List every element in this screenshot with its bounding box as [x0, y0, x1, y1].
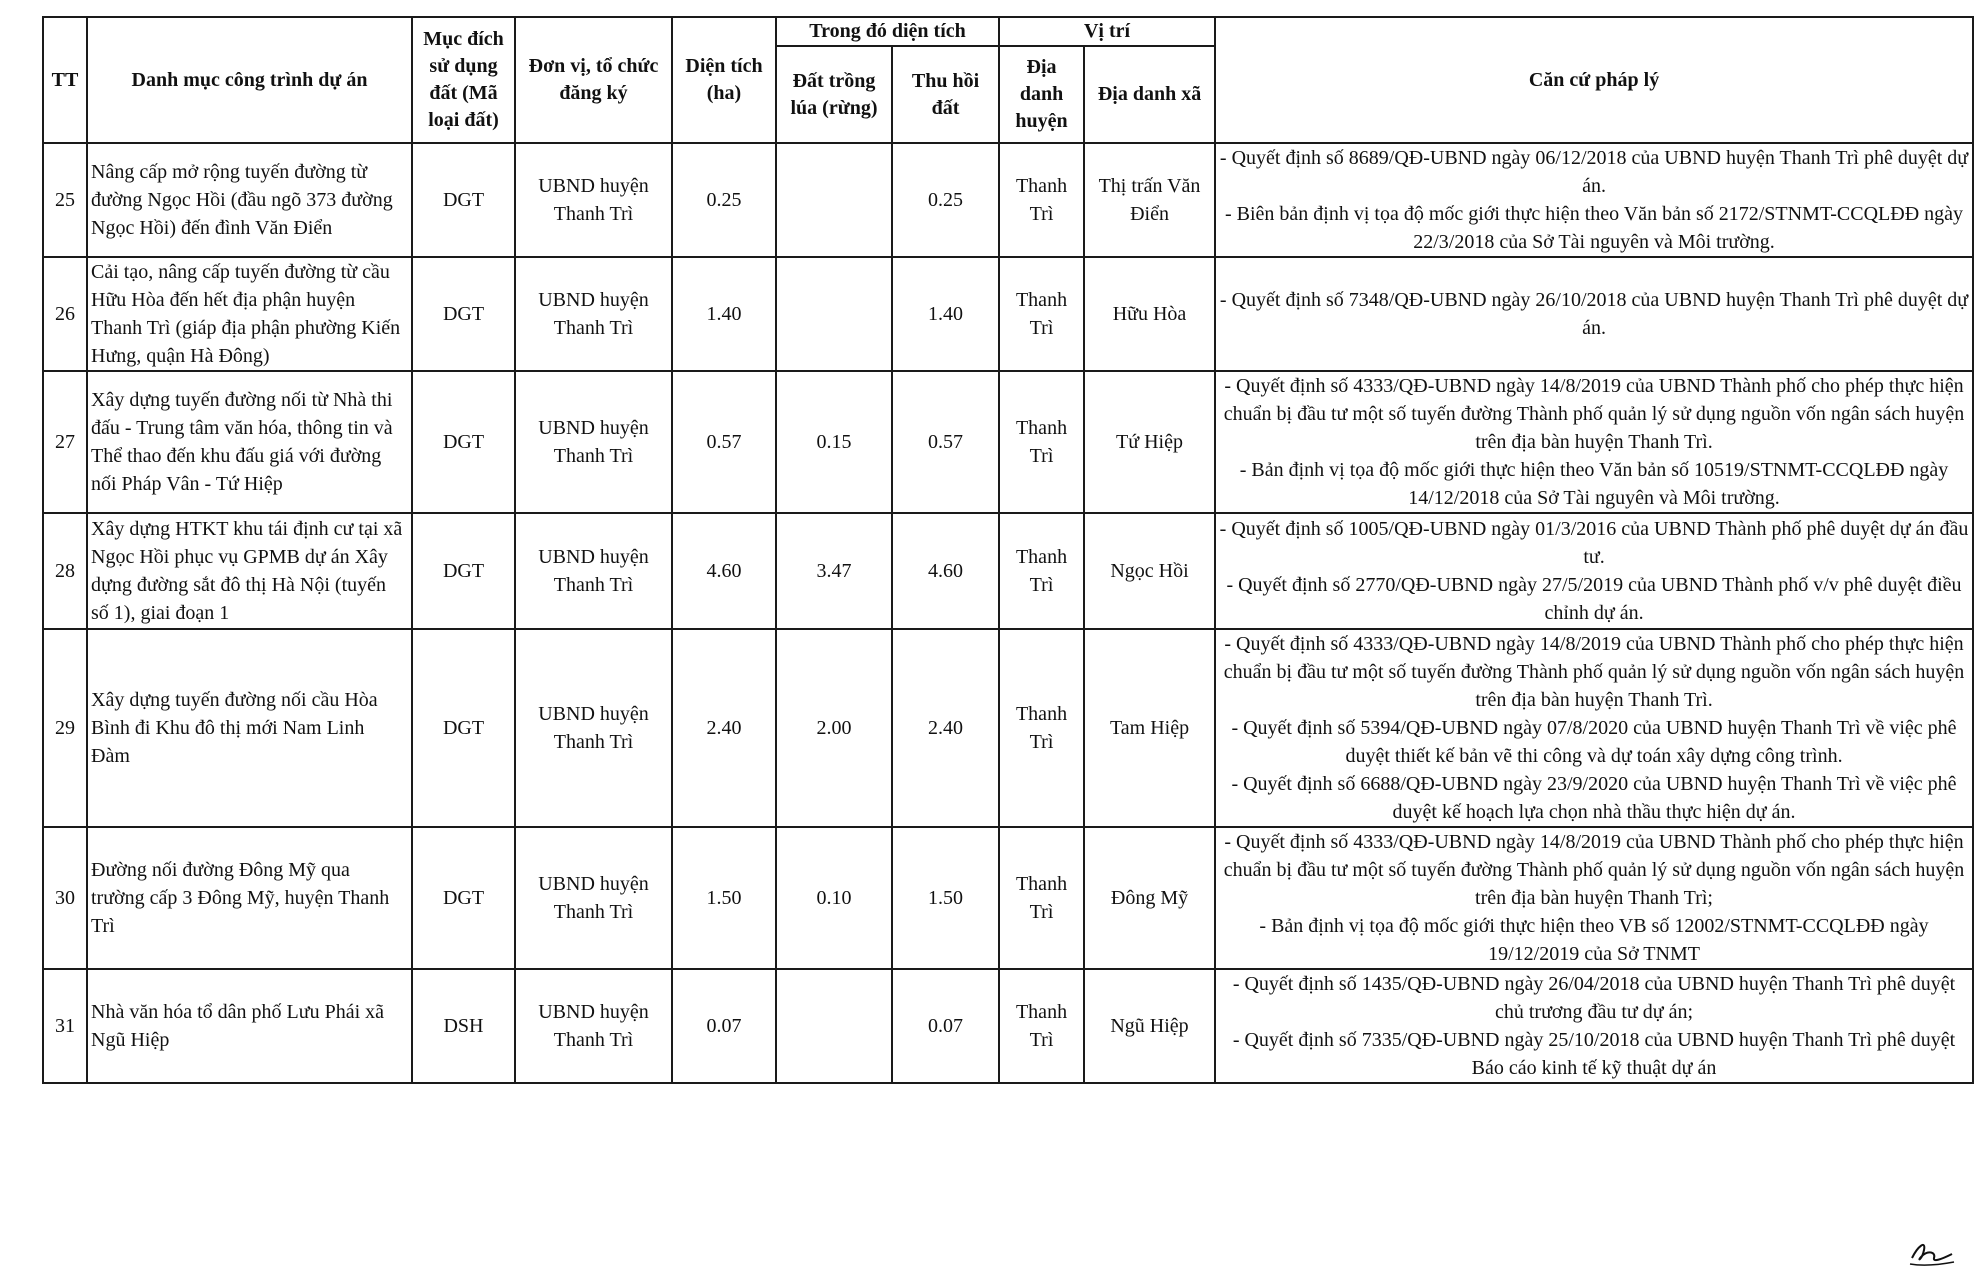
rice-land-value: [776, 969, 892, 1083]
area-value: 0.57: [672, 371, 776, 513]
land-recovery-value: 1.50: [892, 827, 999, 969]
commune-name: Tam Hiệp: [1084, 629, 1215, 827]
legal-basis: [1215, 257, 1973, 371]
table-row: [43, 629, 1973, 827]
table-row: [43, 513, 1973, 629]
row-number: 30: [43, 827, 87, 969]
registering-unit: UBND huyện Thanh Trì: [515, 257, 672, 371]
header-tt: TT: [43, 17, 87, 143]
project-name: Đường nối đường Đông Mỹ qua trường cấp 3 Đông Mỹ, huyện Thanh Trì: [87, 827, 412, 969]
row-number: 29: [43, 629, 87, 827]
legal-basis: [1215, 827, 1973, 969]
area-value: 1.50: [672, 827, 776, 969]
rice-land-value: [776, 257, 892, 371]
legal-basis-item: - Quyết định số 4333/QĐ-UBND ngày 14/8/2019 của UBND Thành phố cho phép thực hiện chuẩn bị đầu tư một số tuyến đường Thành phố quản lý sử dụng nguồn vốn ngân sách huyện trên địa bàn huyện Thanh Trì.: [1223, 375, 1965, 453]
legal-basis-item: - Quyết định số 7348/QĐ-UBND ngày 26/10/2018 của UBND huyện Thanh Trì phê duyệt dự án.: [1219, 289, 1969, 339]
project-name: Nâng cấp mở rộng tuyến đường từ đường Ngọc Hồi (đầu ngõ 373 đường Ngọc Hồi) đến đình Văn Điển: [87, 143, 412, 257]
header-registering-unit: Đơn vị, tổ chức đăng ký: [515, 17, 672, 143]
row-number: 25: [43, 143, 87, 257]
land-recovery-value: 0.57: [892, 371, 999, 513]
area-value: 2.40: [672, 629, 776, 827]
rice-land-value: [776, 143, 892, 257]
table-body: [43, 143, 1973, 1083]
land-use-code: DGT: [412, 143, 515, 257]
commune-name: Ngọc Hồi: [1084, 513, 1215, 629]
legal-basis-item: - Biên bản định vị tọa độ mốc giới thực hiện theo Văn bản số 2172/STNMT-CCQLĐĐ ngày 22/3/2018 của Sở Tài nguyên và Môi trường.: [1225, 203, 1964, 253]
legal-basis: [1215, 371, 1973, 513]
district-name: Thanh Trì: [999, 513, 1084, 629]
rice-land-value: 2.00: [776, 629, 892, 827]
row-number: 28: [43, 513, 87, 629]
header-area: Diện tích (ha): [672, 17, 776, 143]
header-legal-basis: Căn cứ pháp lý: [1215, 17, 1973, 143]
area-value: 0.25: [672, 143, 776, 257]
project-name: Nhà văn hóa tổ dân phố Lưu Phái xã Ngũ Hiệp: [87, 969, 412, 1083]
signature-mark: [1908, 1232, 1956, 1268]
project-name: Xây dựng tuyến đường nối cầu Hòa Bình đi Khu đô thị mới Nam Linh Đàm: [87, 629, 412, 827]
legal-basis-item: - Quyết định số 1005/QĐ-UBND ngày 01/3/2016 của UBND Thành phố phê duyệt dự án đầu tư.: [1219, 518, 1969, 568]
area-value: 0.07: [672, 969, 776, 1083]
table-row: [43, 969, 1973, 1083]
land-use-code: DGT: [412, 827, 515, 969]
legal-basis-item: - Quyết định số 5394/QĐ-UBND ngày 07/8/2020 của UBND huyện Thanh Trì về việc phê duyệt thiết kế bản vẽ thi công và dự toán xây dựng công trình.: [1231, 717, 1957, 767]
table-row: [43, 143, 1973, 257]
land-recovery-value: 0.25: [892, 143, 999, 257]
project-name: Xây dựng tuyến đường nối từ Nhà thi đấu - Trung tâm văn hóa, thông tin và Thể thao đến khu đấu giá với đường nối Pháp Vân - Tứ Hiệp: [87, 371, 412, 513]
header-rice-land: Đất trồng lúa (rừng): [776, 46, 892, 143]
legal-basis: [1215, 969, 1973, 1083]
project-name: Cải tạo, nâng cấp tuyến đường từ cầu Hữu Hòa đến hết địa phận huyện Thanh Trì (giáp địa phận phường Kiến Hưng, quận Hà Đông): [87, 257, 412, 371]
table-row: [43, 371, 1973, 513]
commune-name: Đông Mỹ: [1084, 827, 1215, 969]
header-land-recovery: Thu hồi đất: [892, 46, 999, 143]
legal-basis: [1215, 143, 1973, 257]
registering-unit: UBND huyện Thanh Trì: [515, 143, 672, 257]
legal-basis: [1215, 513, 1973, 629]
legal-basis-item: - Quyết định số 8689/QĐ-UBND ngày 06/12/2018 của UBND huyện Thanh Trì phê duyệt dự án.: [1219, 147, 1969, 197]
land-recovery-value: 4.60: [892, 513, 999, 629]
legal-basis-item: - Bản định vị tọa độ mốc giới thực hiện theo VB số 12002/STNMT-CCQLĐĐ ngày 19/12/2019 của Sở TNMT: [1259, 915, 1929, 965]
district-name: Thanh Trì: [999, 827, 1084, 969]
legal-basis-item: - Quyết định số 4333/QĐ-UBND ngày 14/8/2019 của UBND Thành phố cho phép thực hiện chuẩn bị đầu tư một số tuyến đường Thành phố quản lý sử dụng nguồn vốn ngân sách huyện trên địa bàn huyện Thanh Trì.: [1223, 633, 1965, 711]
rice-land-value: 3.47: [776, 513, 892, 629]
table-header: [43, 17, 1973, 143]
header-of-which-area: Trong đó diện tích: [776, 17, 999, 46]
header-land-use-purpose: Mục đích sử dụng đất (Mã loại đất): [412, 17, 515, 143]
district-name: Thanh Trì: [999, 257, 1084, 371]
land-use-code: DGT: [412, 257, 515, 371]
table-row: [43, 827, 1973, 969]
district-name: Thanh Trì: [999, 143, 1084, 257]
commune-name: Tứ Hiệp: [1084, 371, 1215, 513]
legal-basis-item: - Quyết định số 1435/QĐ-UBND ngày 26/04/2018 của UBND huyện Thanh Trì phê duyệt chủ trương đầu tư dự án;: [1232, 973, 1956, 1023]
land-use-code: DGT: [412, 371, 515, 513]
registering-unit: UBND huyện Thanh Trì: [515, 513, 672, 629]
legal-basis-item: - Quyết định số 2770/QĐ-UBND ngày 27/5/2019 của UBND Thành phố v/v phê duyệt điều chỉnh dự án.: [1226, 574, 1962, 624]
land-recovery-value: 0.07: [892, 969, 999, 1083]
project-name: Xây dựng HTKT khu tái định cư tại xã Ngọc Hồi phục vụ GPMB dự án Xây dựng đường sắt đô thị Hà Nội (tuyến số 1), giai đoạn 1: [87, 513, 412, 629]
land-recovery-value: 1.40: [892, 257, 999, 371]
legal-basis-item: - Quyết định số 4333/QĐ-UBND ngày 14/8/2019 của UBND Thành phố cho phép thực hiện chuẩn bị đầu tư một số tuyến đường Thành phố quản lý sử dụng nguồn vốn ngân sách huyện trên địa bàn huyện Thanh Trì;: [1223, 831, 1965, 909]
land-use-table: [42, 16, 1974, 1084]
registering-unit: UBND huyện Thanh Trì: [515, 371, 672, 513]
legal-basis-item: - Quyết định số 6688/QĐ-UBND ngày 23/9/2020 của UBND huyện Thanh Trì về việc phê duyệt kế hoạch lựa chọn nhà thầu thực hiện dự án.: [1231, 773, 1957, 823]
legal-basis-item: - Bản định vị tọa độ mốc giới thực hiện theo Văn bản số 10519/STNMT-CCQLĐĐ ngày 14/12/2018 của Sở Tài nguyên và Môi trường.: [1239, 459, 1949, 509]
land-use-code: DSH: [412, 969, 515, 1083]
land-recovery-value: 2.40: [892, 629, 999, 827]
district-name: Thanh Trì: [999, 371, 1084, 513]
row-number: 26: [43, 257, 87, 371]
registering-unit: UBND huyện Thanh Trì: [515, 629, 672, 827]
district-name: Thanh Trì: [999, 969, 1084, 1083]
rice-land-value: 0.15: [776, 371, 892, 513]
legal-basis: [1215, 629, 1973, 827]
row-number: 31: [43, 969, 87, 1083]
area-value: 1.40: [672, 257, 776, 371]
row-number: 27: [43, 371, 87, 513]
land-use-code: DGT: [412, 629, 515, 827]
commune-name: Ngũ Hiệp: [1084, 969, 1215, 1083]
area-value: 4.60: [672, 513, 776, 629]
header-district: Địa danh huyện: [999, 46, 1084, 143]
land-use-code: DGT: [412, 513, 515, 629]
header-project-list: Danh mục công trình dự án: [87, 17, 412, 143]
district-name: Thanh Trì: [999, 629, 1084, 827]
header-location: Vị trí: [999, 17, 1215, 46]
registering-unit: UBND huyện Thanh Trì: [515, 827, 672, 969]
header-commune: Địa danh xã: [1084, 46, 1215, 143]
registering-unit: UBND huyện Thanh Trì: [515, 969, 672, 1083]
commune-name: Hữu Hòa: [1084, 257, 1215, 371]
legal-basis-item: - Quyết định số 7335/QĐ-UBND ngày 25/10/2018 của UBND huyện Thanh Trì phê duyệt Báo cáo kinh tế kỹ thuật dự án: [1232, 1029, 1956, 1079]
commune-name: Thị trấn Văn Điển: [1084, 143, 1215, 257]
table-row: [43, 257, 1973, 371]
rice-land-value: 0.10: [776, 827, 892, 969]
